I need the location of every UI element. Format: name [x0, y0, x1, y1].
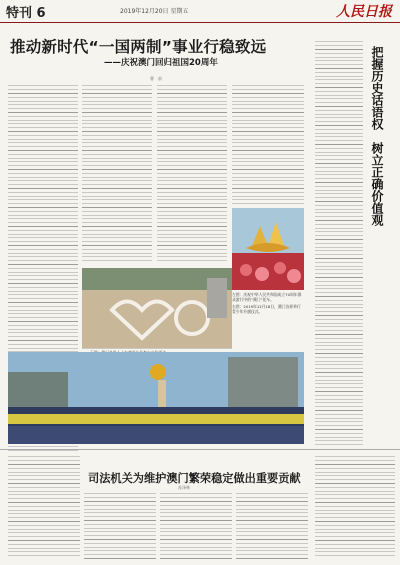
side-title-bottom: 树立正确价值观	[370, 142, 384, 226]
newspaper-logo: 人民日报	[336, 4, 392, 20]
side-title-top: 把握历史话语权	[370, 46, 384, 130]
bottom-column-3	[160, 492, 232, 559]
caption-right-2: 右图：2019年12月18日，澳门各界举行青少年升旗仪式。	[232, 304, 301, 314]
section-label: 特刊 6	[6, 6, 46, 21]
bottom-column-4	[236, 492, 308, 559]
bottom-headline: 司法机关为维护澳门繁荣稳定做出重要贡献	[88, 472, 301, 485]
caption-right: 左图：庆祝中华人民共和国成立70周年群众游行中的“澳门”花车。	[232, 292, 302, 302]
issue-date: 2019年12月20日 星期五	[120, 8, 189, 15]
photo-lotus-float	[232, 208, 304, 290]
main-headline: 推动新时代“一国两制”事业行稳致远	[10, 38, 267, 56]
section-divider	[0, 449, 400, 450]
page-header	[0, 0, 400, 23]
article-column-4	[232, 84, 304, 204]
side-column-text	[315, 40, 363, 445]
article-column-2	[82, 84, 152, 264]
photo-plaza-crowd	[82, 268, 232, 348]
bottom-column-2	[84, 492, 156, 559]
article-column-3	[157, 84, 227, 264]
main-byline: 曹 前	[150, 76, 162, 81]
photo-flag-ceremony	[8, 352, 304, 444]
bottom-byline: 苏泽林	[178, 485, 190, 490]
bottom-column-1	[8, 455, 80, 559]
side-column-titles	[369, 46, 395, 226]
bottom-column-5	[315, 455, 395, 559]
main-subhead: ——庆祝澳门回归祖国20周年	[104, 58, 218, 68]
